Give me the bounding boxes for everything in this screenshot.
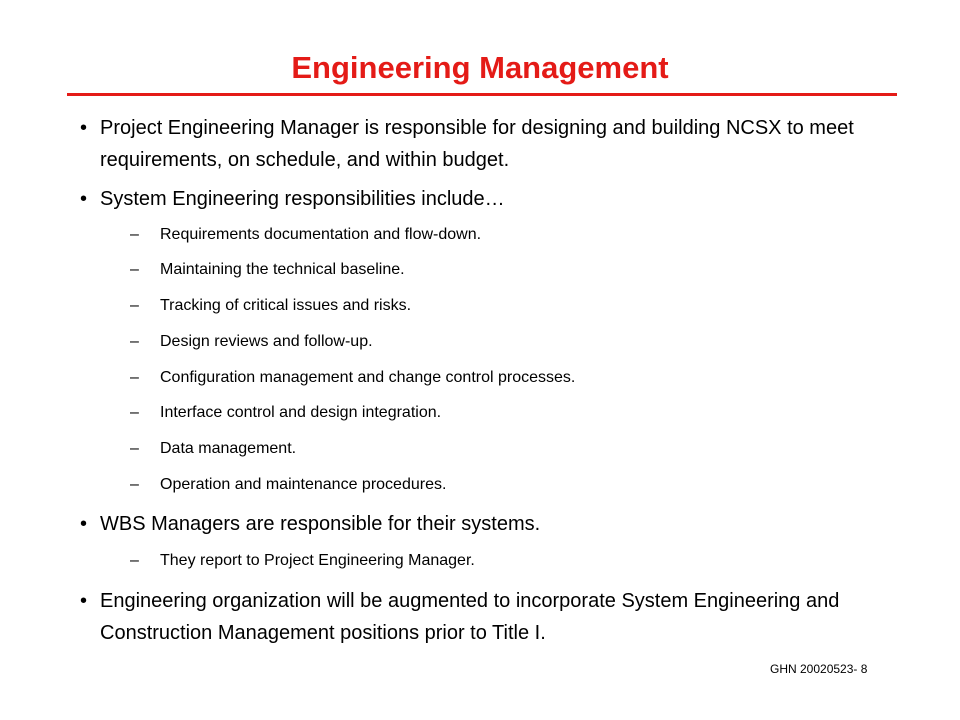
bullet-dot: • <box>80 117 88 139</box>
bullet-wbs-managers <box>80 508 860 540</box>
slide-footer: GHN 20020523- 8 <box>770 662 868 676</box>
sub-bullet-text: Configuration management and change control processes. <box>160 369 576 386</box>
bullet-system-engineering <box>80 183 860 215</box>
bullet-text: WBS Managers are responsible for their systems. <box>100 513 541 535</box>
sub-bullet-text: Interface control and design integration. <box>160 404 442 421</box>
dash-marker: – <box>130 404 139 421</box>
bullet-dot: • <box>80 188 88 210</box>
sub-bullet-text: They report to Project Engineering Manager. <box>160 552 475 569</box>
dash-marker: – <box>130 297 139 314</box>
bullet-text: Project Engineering Manager is responsible for designing and building NCSX to meet requirements, on schedule, and within budget. <box>100 117 854 171</box>
sub-bullet <box>130 295 830 317</box>
sub-bullet <box>130 224 830 246</box>
bullet-text: Engineering organization will be augmented to incorporate System Engineering and Construction Management positions prior to Title I. <box>100 590 840 644</box>
dash-marker: – <box>130 333 139 350</box>
sub-bullet <box>130 550 830 572</box>
dash-marker: – <box>130 552 139 569</box>
bullet-engineering-organization <box>80 585 860 649</box>
sub-bullet <box>130 474 830 496</box>
dash-marker: – <box>130 476 139 493</box>
sub-bullet-text: Tracking of critical issues and risks. <box>160 297 412 314</box>
sub-bullet <box>130 438 830 460</box>
bullet-pem <box>80 112 860 176</box>
sub-bullet <box>130 331 830 353</box>
dash-marker: – <box>130 226 139 243</box>
dash-marker: – <box>130 369 139 386</box>
bullet-text: System Engineering responsibilities include… <box>100 188 505 210</box>
bullet-dot: • <box>80 590 88 612</box>
slide-title: Engineering Management <box>291 50 669 85</box>
sub-bullet <box>130 367 830 389</box>
bullet-dot: • <box>80 513 88 535</box>
sub-bullet-text: Operation and maintenance procedures. <box>160 476 447 493</box>
sub-bullet <box>130 259 830 281</box>
dash-marker: – <box>130 261 139 278</box>
sub-bullet-text: Requirements documentation and flow-down. <box>160 226 482 243</box>
sub-bullet-text: Design reviews and follow-up. <box>160 333 373 350</box>
sub-bullet-text: Data management. <box>160 440 297 457</box>
sub-bullet <box>130 402 830 424</box>
dash-marker: – <box>130 440 139 457</box>
sub-bullet-text: Maintaining the technical baseline. <box>160 261 405 278</box>
